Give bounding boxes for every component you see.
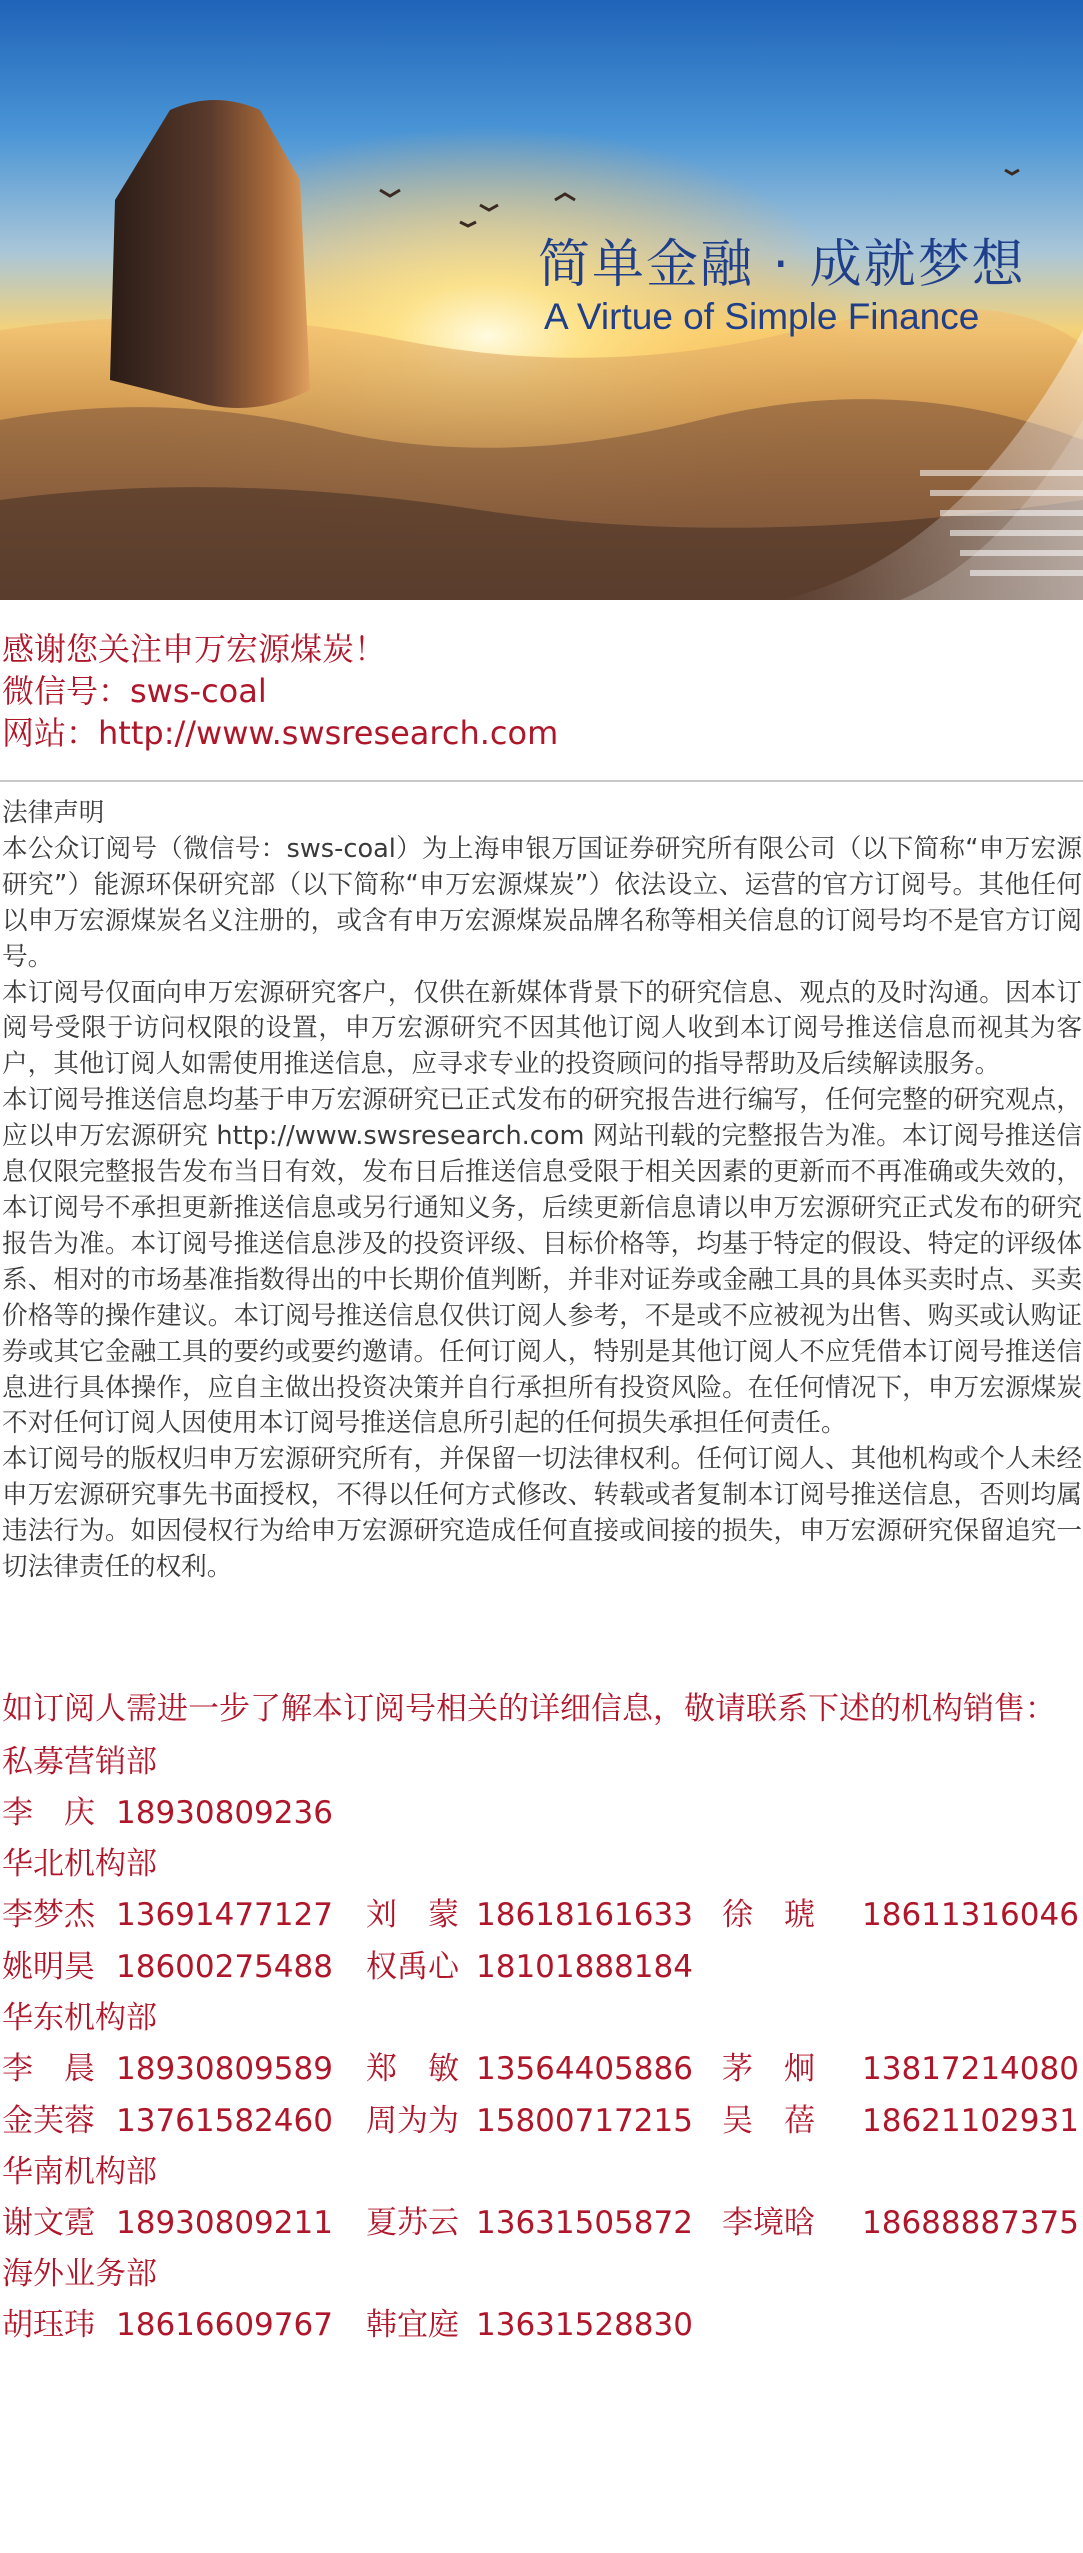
banner-slogan-chinese: 简单金融 · 成就梦想 [538,235,1026,295]
legal-paragraph: 本订阅号仅面向申万宏源研究客户，仅供在新媒体背景下的研究信息、观点的及时沟通。因本订阅号受限于访问权限的设置，申万宏源研究不因其他订阅人收到本订阅号推送信息而视其为客户，其他订阅人如需使用推送信息，应寻求专业的投资顾问的指导帮助及后续解读服务。 [2,977,1082,1080]
sales-contacts [2,1686,1082,2351]
legal-paragraph: 本订阅号推送信息均基于申万宏源研究已正式发布的研究报告进行编写，任何完整的研究观点，应以申万宏源研究 http://www.swsresearch.com 网站刊载的完整报告为准。本订阅号推送信息仅限完整报告发布当日有效，发布日后推送信息受限于相关因素的更新而不再准确或失效的，本订阅号不承担更新推送信息或另行通知义务，后续更新信息请以申万宏源研究正式发布的研究报告为准。本订阅号推送信息涉及的投资评级、目标价格等，均基于特定的假设、特定的评级体系、相对的市场基准指数得出的中长期价值判断，并非对证券或金融工具的具体买卖时点、买卖价格等的操作建议。本订阅号推送信息仅供订阅人参考，不是或不应被视为出售、购买或认购证券或其它金融工具的要约或要约邀请。任何订阅人，特别是其他订阅人不应凭借本订阅号推送信息进行具体操作，应自主做出投资决策并自行承担所有投资风险。在任何情况下，申万宏源煤炭不对任何订阅人因使用本订阅号推送信息所引起的任何损失承担任何责任。 [2,1085,1082,1439]
header-banner [0,0,1083,600]
contact-phone[interactable]: 18600275488 [116,1949,333,1985]
contact-phone[interactable]: 18101888184 [476,1949,693,1985]
contact-name: 李梦杰 [2,1897,95,1933]
contact-name: 郑 敏 [366,2051,459,2087]
department-name: 华东机构部 [2,2000,157,2036]
section-divider [0,780,1083,782]
department-name: 华北机构部 [2,1846,157,1882]
contact-name: 夏苏云 [366,2205,459,2241]
contact-name: 周为为 [366,2103,459,2139]
website-link[interactable]: 网站：http://www.swsresearch.com [2,714,559,752]
contact-name: 权禹心 [366,1949,459,1985]
banner-slogan-english: A Virtue of Simple Finance [544,296,980,337]
contact-phone[interactable]: 15800717215 [476,2103,693,2139]
contact-row [2,2095,1082,2147]
contact-name: 韩宜庭 [366,2307,459,2343]
contact-row [2,2197,1082,2249]
wechat-id: 微信号：sws-coal [2,672,267,710]
contact-phone[interactable]: 13631505872 [476,2205,693,2241]
contact-phone[interactable]: 18616609767 [116,2307,333,2343]
department-name: 私募营销部 [2,1744,157,1780]
legal-statement [2,796,1082,1586]
contact-phone[interactable]: 18930809589 [116,2051,333,2087]
account-info [2,628,1077,754]
contact-row [2,1941,1082,1993]
legal-paragraph: 本订阅号的版权归申万宏源研究所有，并保留一切法律权利。任何订阅人、其他机构或个人未经申万宏源研究事先书面授权，不得以任何方式修改、转载或者复制本订阅号推送信息，否则均属违法行为。如因侵权行为给申万宏源研究造成任何直接或间接的损失，申万宏源研究保留追究一切法律责任的权利。 [2,1444,1082,1583]
department-name: 海外业务部 [2,2256,157,2292]
contact-phone[interactable]: 13691477127 [116,1897,333,1933]
contact-name: 姚明昊 [2,1949,95,1985]
contact-phone[interactable]: 18930809211 [116,2205,333,2241]
contact-phone[interactable]: 18618161633 [476,1897,693,1933]
contact-phone[interactable]: 18611316046 [862,1897,1079,1933]
contact-name: 刘 蒙 [366,1897,459,1933]
contact-name: 金芙蓉 [2,2103,95,2139]
legal-title: 法律声明 [2,798,105,828]
contact-row [2,1787,1082,1839]
thanks-message: 感谢您关注申万宏源煤炭！ [2,630,387,668]
contact-name: 茅 炯 [722,2051,815,2087]
contact-name: 胡珏玮 [2,2307,95,2343]
contact-phone[interactable]: 13761582460 [116,2103,333,2139]
contact-phone[interactable]: 13817214080 [862,2051,1079,2087]
legal-paragraph: 本公众订阅号（微信号：sws-coal）为上海申银万国证券研究所有限公司（以下简称“申万宏源研究”）能源环保研究部（以下简称“申万宏源煤炭”）依法设立、运营的官方订阅号。其他任何以申万宏源煤炭名义注册的，或含有申万宏源煤炭品牌名称等相关信息的订阅号均不是官方订阅号。 [2,833,1082,972]
contact-name: 李境晗 [722,2205,815,2241]
contact-phone[interactable]: 18688887375 [862,2205,1079,2241]
contact-name: 李 庆 [2,1795,95,1831]
contact-name: 李 晨 [2,2051,95,2087]
contact-row [2,1889,1082,1941]
contact-phone[interactable]: 13564405886 [476,2051,693,2087]
contact-name: 谢文霓 [2,2205,95,2241]
contact-name: 吴 蓓 [722,2103,815,2139]
contact-row [2,2299,1082,2351]
contact-row [2,2043,1082,2095]
contact-phone[interactable]: 18930809236 [116,1795,333,1831]
contact-phone[interactable]: 18621102931 [862,2103,1079,2139]
department-name: 华南机构部 [2,2154,157,2190]
contact-name: 徐 琥 [722,1897,815,1933]
sales-intro: 如订阅人需进一步了解本订阅号相关的详细信息，敬请联系下述的机构销售： [2,1691,1056,1727]
contact-phone[interactable]: 13631528830 [476,2307,693,2343]
